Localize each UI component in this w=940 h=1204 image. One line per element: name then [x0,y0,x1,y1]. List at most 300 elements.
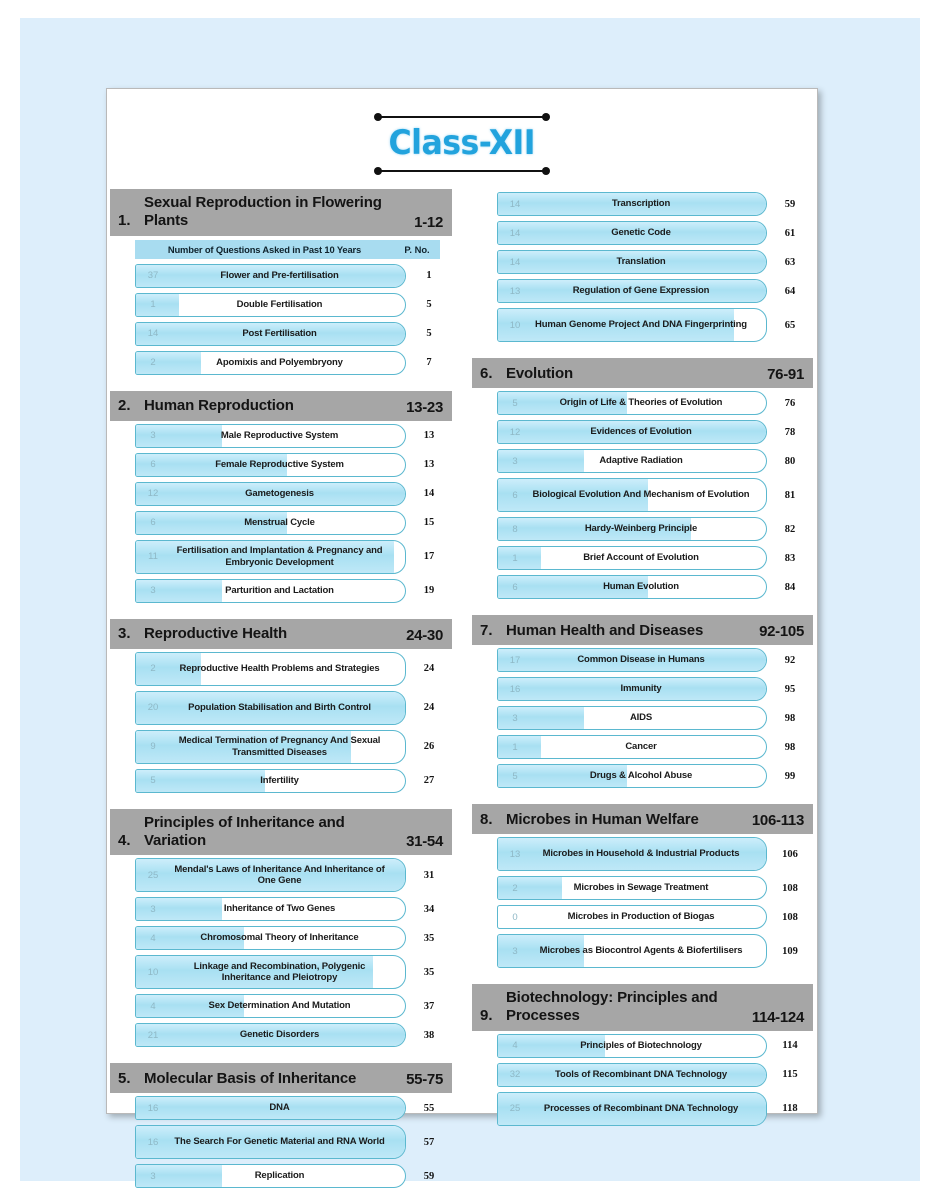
topic-bar[interactable] [497,221,767,245]
question-count: 13 [498,286,532,297]
topic-row[interactable] [135,1096,452,1120]
topic-page-number: 37 [406,1001,452,1012]
topic-row[interactable] [135,322,452,346]
topic-page-number: 118 [767,1103,813,1114]
question-count: 4 [136,933,170,944]
topic-bar[interactable] [497,391,767,415]
chapter-number: 8. [480,811,506,829]
topic-row[interactable] [497,308,813,342]
topic-row[interactable] [135,579,452,603]
topic-page-number: 55 [406,1103,452,1114]
topic-page-number: 92 [767,655,813,666]
question-count: 2 [498,883,532,894]
topic-name: Brief Account of Evolution [532,550,766,566]
chapter [472,615,813,799]
question-count: 13 [498,849,532,860]
content-sheet [106,88,818,1114]
topic-bar[interactable] [497,648,767,672]
topic-page-number: 31 [406,870,452,881]
question-count: 1 [498,553,532,564]
topic-bar[interactable] [135,1096,406,1120]
topic-bar[interactable] [135,579,406,603]
page-column-header: P. No. [394,244,440,255]
topic-bar[interactable] [135,994,406,1018]
chapter-header[interactable] [110,391,452,421]
topic-name: Microbes in Production of Biogas [532,909,766,925]
topic-name: Microbes in Household & Industrial Products [532,846,766,862]
topic-bar[interactable] [135,424,406,448]
questions-column-header: Number of Questions Asked in Past 10 Years [135,244,394,255]
topic-bar[interactable] [497,1092,767,1126]
topic-row[interactable] [135,1164,452,1188]
topic-page-number: 27 [406,775,452,786]
question-count: 9 [136,741,170,752]
chapter-number: 7. [480,622,506,640]
topic-page-number: 13 [406,430,452,441]
topic-bar[interactable] [135,482,406,506]
topic-bar[interactable] [497,1063,767,1087]
topic-name: Menstrual Cycle [170,515,405,531]
topic-name: Origin of Life & Theories of Evolution [532,395,766,411]
topic-bar[interactable] [135,730,406,764]
topic-row[interactable] [497,677,813,701]
question-count: 5 [498,398,532,409]
chapter [110,809,452,1059]
topic-page-number: 35 [406,967,452,978]
question-count: 16 [136,1137,170,1148]
topic-page-number: 83 [767,553,813,564]
topic-name: Cancer [532,739,766,755]
right-column [462,189,817,1204]
chapter [110,1063,452,1199]
topic-name: Sex Determination And Mutation [170,998,405,1014]
topic-name: Double Fertilisation [170,297,405,313]
topic-bar[interactable] [497,546,767,570]
topic-page-number: 82 [767,524,813,535]
question-count: 14 [498,228,532,239]
topic-bar[interactable] [497,279,767,303]
topic-row[interactable] [497,837,813,871]
page-title: Class-XII [389,123,535,163]
topic-row[interactable] [497,221,813,245]
topic-name: Biological Evolution And Mechanism of Evolution [532,487,766,503]
question-count: 37 [136,270,170,281]
topic-page-number: 19 [406,585,452,596]
topic-page-number: 95 [767,684,813,695]
chapter-header[interactable] [110,1063,452,1093]
question-count: 20 [136,702,170,713]
topic-row[interactable] [497,420,813,444]
topic-row[interactable] [135,691,452,725]
chapter-page-range: 114-124 [746,1009,804,1026]
question-count: 3 [136,585,170,596]
topic-name: Chromosomal Theory of Inheritance [170,930,405,946]
topic-page-number: 78 [767,427,813,438]
topic-name: Human Evolution [532,579,766,595]
topic-name: Reproductive Health Problems and Strategies [170,661,405,677]
chapter-number: 9. [480,1007,506,1025]
question-count: 4 [498,1040,532,1051]
topic-row[interactable] [135,424,452,448]
topic-list [472,1031,813,1137]
question-count: 3 [498,713,532,724]
topic-page-number: 7 [406,357,452,368]
topic-bar[interactable] [135,453,406,477]
chapter-page-range: 1-12 [408,214,443,231]
topic-page-number: 35 [406,933,452,944]
topic-name: Inheritance of Two Genes [170,901,405,917]
topic-row[interactable] [135,511,452,535]
topic-bar[interactable] [497,250,767,274]
question-count: 6 [498,490,532,501]
chapter-page-range: 13-23 [400,399,443,416]
topic-row[interactable] [135,482,452,506]
topic-bar[interactable] [135,1164,406,1188]
question-count: 5 [136,775,170,786]
question-count: 6 [498,582,532,593]
topic-bar[interactable] [135,769,406,793]
topic-row[interactable] [135,858,452,892]
topic-row[interactable] [135,955,452,989]
topic-bar[interactable] [497,934,767,968]
topic-name: Principles of Biotechnology [532,1038,766,1054]
topic-name: Immunity [532,681,766,697]
question-count: 3 [136,430,170,441]
topic-name: Male Reproductive System [170,428,405,444]
topic-row[interactable] [497,575,813,599]
topic-page-number: 15 [406,517,452,528]
topic-name: Genetic Code [532,225,766,241]
topic-bar[interactable] [497,876,767,900]
topic-page-number: 84 [767,582,813,593]
question-count: 2 [136,357,170,368]
topic-name: Human Genome Project And DNA Fingerprinting [532,317,766,333]
question-count: 1 [136,299,170,310]
topic-name: Female Reproductive System [170,457,405,473]
rule-dot-left-icon [374,167,382,175]
chapter [110,391,452,614]
question-count: 21 [136,1030,170,1041]
topic-page-number: 24 [406,702,452,713]
chapter-page-range: 76-91 [761,366,804,383]
topic-row[interactable] [497,764,813,788]
topic-row[interactable] [497,1092,813,1126]
topic-bar[interactable] [497,764,767,788]
topic-name: Regulation of Gene Expression [532,283,766,299]
chapter-page-range: 92-105 [753,623,804,640]
topic-name: Apomixis and Polyembryony [170,355,405,371]
topic-row[interactable] [135,264,452,288]
topic-name: Population Stabilisation and Birth Control [170,700,405,716]
topic-row[interactable] [135,994,452,1018]
topic-bar[interactable] [135,652,406,686]
topic-bar[interactable] [135,926,406,950]
topic-row[interactable] [497,876,813,900]
chapter-number: 1. [118,212,144,230]
chapter [110,189,452,386]
chapter-title: Biotechnology: Principles and Processes [506,989,746,1026]
topic-bar[interactable] [497,420,767,444]
question-count: 10 [498,320,532,331]
chapter-header[interactable] [110,619,452,649]
topic-page-number: 99 [767,771,813,782]
chapter-title: Sexual Reproduction in Flowering Plants [144,194,408,231]
topic-name: Translation [532,254,766,270]
topic-bar[interactable] [135,264,406,288]
rule-dot-left-icon [374,113,382,121]
topic-row[interactable] [135,1125,452,1159]
topic-row[interactable] [497,250,813,274]
question-count: 25 [498,1103,532,1114]
topic-name: DNA [170,1100,405,1116]
topic-row[interactable] [497,706,813,730]
topic-name: Medical Termination of Pregnancy And Sexual Transmitted Diseases [170,733,405,760]
topic-page-number: 38 [406,1030,452,1041]
topic-page-number: 115 [767,1069,813,1080]
topic-row[interactable] [135,926,452,950]
topic-page-number: 63 [767,257,813,268]
question-count: 8 [498,524,532,535]
question-count: 2 [136,663,170,674]
topic-page-number: 106 [767,849,813,860]
chapter-title: Reproductive Health [144,625,400,643]
topic-page-number: 80 [767,456,813,467]
topic-page-number: 17 [406,551,452,562]
chapter-title: Microbes in Human Welfare [506,811,746,829]
chapter [110,619,452,804]
question-count: 6 [136,517,170,528]
title-rule-top [374,111,550,122]
topic-page-number: 108 [767,912,813,923]
chapter [472,804,813,979]
topic-bar[interactable] [135,351,406,375]
topic-page-number: 26 [406,741,452,752]
topic-page-number: 59 [406,1171,452,1182]
chapter-number: 5. [118,1070,144,1088]
chapter-columns [107,189,817,1204]
question-count: 16 [498,684,532,695]
topic-bar[interactable] [497,1034,767,1058]
chapter [472,358,813,610]
chapter-title: Evolution [506,365,761,383]
chapter-page-range: 31-54 [400,833,443,850]
topic-name: Mendal's Laws of Inheritance And Inheritance of One Gene [170,862,405,889]
topic-list [110,1093,452,1199]
topic-bar[interactable] [497,192,767,216]
left-column [107,189,462,1204]
topic-bar[interactable] [135,293,406,317]
topic-row[interactable] [497,279,813,303]
topic-name: Parturition and Lactation [170,583,405,599]
topic-bar[interactable] [135,691,406,725]
topic-row[interactable] [135,453,452,477]
topic-name: Gametogenesis [170,486,405,502]
topic-bar[interactable] [497,905,767,929]
topic-page-number: 14 [406,488,452,499]
topic-bar[interactable] [497,517,767,541]
chapter-number: 4. [118,832,144,850]
topic-bar[interactable] [135,858,406,892]
chapter-header[interactable] [472,984,813,1031]
question-count: 14 [498,199,532,210]
topic-bar[interactable] [135,511,406,535]
topic-row[interactable] [135,769,452,793]
topic-row[interactable] [135,730,452,764]
question-count: 12 [498,427,532,438]
topic-list [110,649,452,804]
chapter-title: Molecular Basis of Inheritance [144,1070,400,1088]
topic-row[interactable] [135,1023,452,1047]
chapter [472,189,813,353]
topic-bar[interactable] [135,1125,406,1159]
topic-bar[interactable] [135,1023,406,1047]
chapter-page-range: 55-75 [400,1071,443,1088]
topic-page-number: 65 [767,320,813,331]
topic-row[interactable] [497,905,813,929]
topic-row[interactable] [497,546,813,570]
topic-bar[interactable] [497,677,767,701]
topic-page-number: 61 [767,228,813,239]
topic-row[interactable] [497,517,813,541]
question-count: 12 [136,488,170,499]
topic-list [472,388,813,610]
topic-bar[interactable] [135,540,406,574]
topic-list [110,261,452,386]
topic-name: Evidences of Evolution [532,424,766,440]
topic-row[interactable] [135,351,452,375]
topic-name: Infertility [170,773,405,789]
topic-name: Linkage and Recombination, Polygenic Inheritance and Pleiotropy [170,959,405,986]
topic-row[interactable] [497,449,813,473]
chapter-number: 2. [118,397,144,415]
topic-row[interactable] [497,1034,813,1058]
question-count: 6 [136,459,170,470]
topic-page-number: 59 [767,199,813,210]
chapter-page-range: 106-113 [746,812,804,829]
topic-page-number: 98 [767,742,813,753]
chapter-header[interactable] [472,804,813,834]
topic-bar[interactable] [135,322,406,346]
topic-row[interactable] [135,540,452,574]
topic-name: Genetic Disorders [170,1027,405,1043]
topic-name: Tools of Recombinant DNA Technology [532,1067,766,1083]
question-count: 17 [498,655,532,666]
topic-name: Drugs & Alcohol Abuse [532,768,766,784]
topic-page-number: 5 [406,328,452,339]
topic-list [110,421,452,614]
topic-name: Replication [170,1168,405,1184]
topic-row[interactable] [497,192,813,216]
topic-row[interactable] [135,897,452,921]
topic-bar[interactable] [497,735,767,759]
topic-name: Post Fertilisation [170,326,405,342]
page-title-block [107,111,817,176]
chapter-title: Human Reproduction [144,397,400,415]
chapter-header[interactable] [472,615,813,645]
topic-bar[interactable] [135,955,406,989]
topic-bar[interactable] [135,897,406,921]
topic-page-number: 109 [767,946,813,957]
topic-page-number: 5 [406,299,452,310]
topic-row[interactable] [497,478,813,512]
topic-bar[interactable] [497,837,767,871]
topic-page-number: 76 [767,398,813,409]
topic-name: Adaptive Radiation [532,453,766,469]
topic-list [472,189,813,353]
topic-name: Fertilisation and Implantation & Pregnancy and Embryonic Development [170,543,405,570]
topic-row[interactable] [497,391,813,415]
topic-row[interactable] [497,1063,813,1087]
rule-dot-right-icon [542,167,550,175]
topic-name: Common Disease in Humans [532,652,766,668]
topic-name: Flower and Pre-fertilisation [170,268,405,284]
topic-row[interactable] [497,735,813,759]
topic-name: Microbes in Sewage Treatment [532,880,766,896]
title-rule-bottom [374,165,550,176]
topic-name: Transcription [532,196,766,212]
chapter-header[interactable] [472,358,813,388]
question-count: 14 [136,328,170,339]
topic-row[interactable] [497,648,813,672]
question-count: 14 [498,257,532,268]
topic-page-number: 34 [406,904,452,915]
topic-list [110,855,452,1058]
topic-name: Processes of Recombinant DNA Technology [532,1101,766,1117]
topic-page-number: 1 [406,270,452,281]
topic-row[interactable] [135,293,452,317]
chapter-number: 6. [480,365,506,383]
topic-row[interactable] [497,934,813,968]
topic-name: Hardy-Weinberg Principle [532,521,766,537]
question-count: 3 [498,946,532,957]
chapter [472,984,813,1137]
topic-bar[interactable] [497,449,767,473]
topic-page-number: 64 [767,286,813,297]
question-count: 3 [136,904,170,915]
question-count: 5 [498,771,532,782]
topic-name: The Search For Genetic Material and RNA World [170,1134,405,1150]
topic-bar[interactable] [497,478,767,512]
question-count: 0 [498,912,532,923]
chapter-header[interactable] [110,189,452,236]
topics-table-header [135,240,440,259]
question-count: 25 [136,870,170,881]
topic-bar[interactable] [497,706,767,730]
chapter-header[interactable] [110,809,452,856]
question-count: 3 [136,1171,170,1182]
rule-dot-right-icon [542,113,550,121]
topic-list [472,645,813,799]
topic-list [472,834,813,979]
topic-page-number: 13 [406,459,452,470]
question-count: 1 [498,742,532,753]
topic-page-number: 108 [767,883,813,894]
question-count: 10 [136,967,170,978]
chapter-page-range: 24-30 [400,627,443,644]
question-count: 32 [498,1069,532,1080]
question-count: 11 [136,551,170,562]
question-count: 16 [136,1103,170,1114]
topic-bar[interactable] [497,575,767,599]
topic-page-number: 114 [767,1040,813,1051]
topic-row[interactable] [135,652,452,686]
topic-name: Microbes as Biocontrol Agents & Biofertilisers [532,943,766,959]
chapter-title: Principles of Inheritance and Variation [144,814,400,851]
topic-name: AIDS [532,710,766,726]
topic-page-number: 24 [406,663,452,674]
topic-bar[interactable] [497,308,767,342]
question-count: 4 [136,1001,170,1012]
